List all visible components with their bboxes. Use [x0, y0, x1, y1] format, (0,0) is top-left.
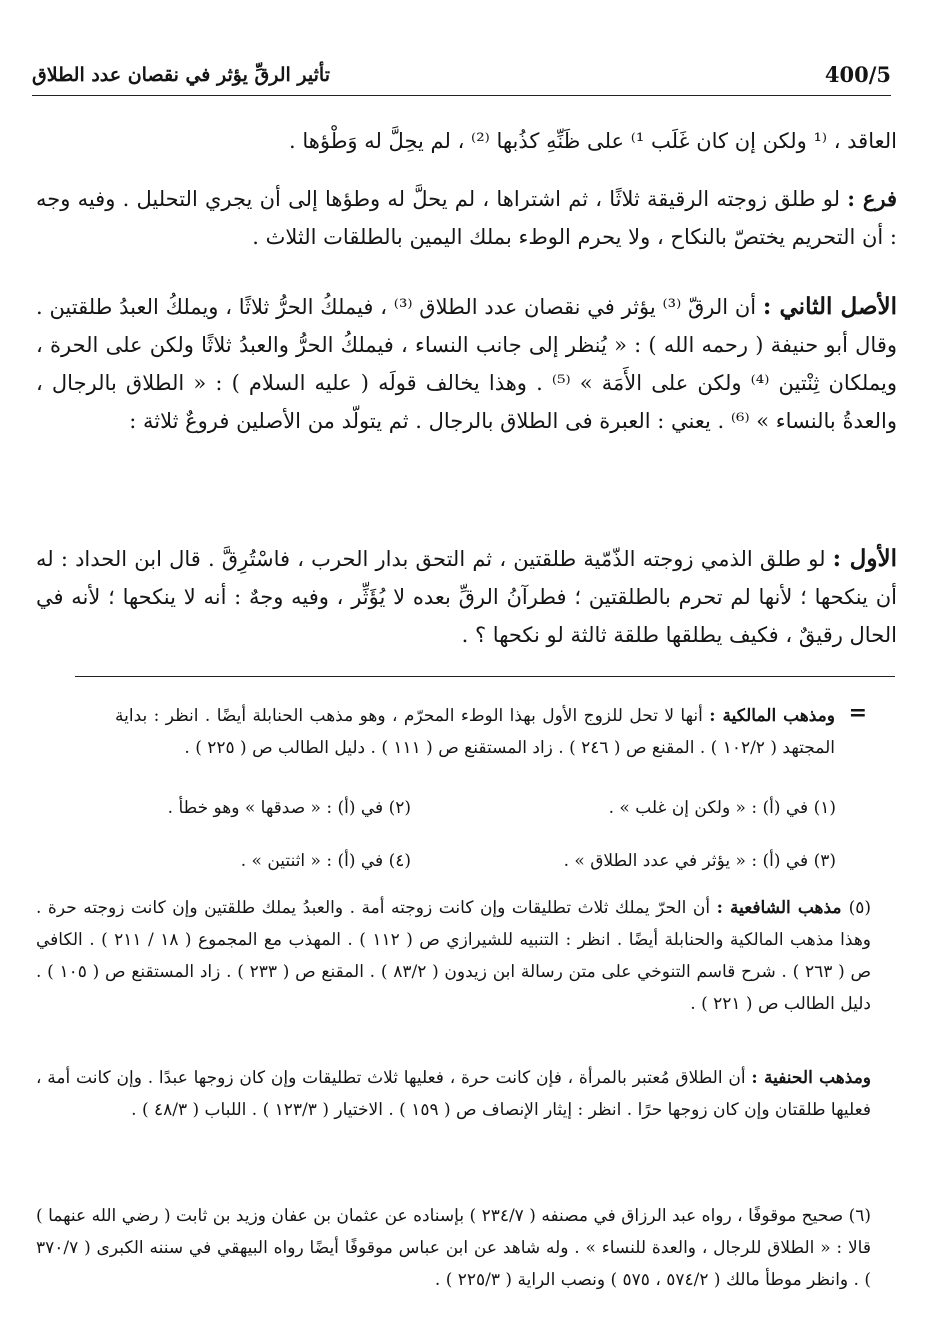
footnote-6-text: (٦) صحيح موقوفًا ، رواه عبد الرزاق في مصنفه ( ٢٣٤/٧ ) بإسناده عن عثمان بن عفان وزيد بن ثابت ( رضي الله عنهما ) قالا : « الطلاق للرجال ، والعدة للنساء » . وله شاهد عن ابن عباس موقوفًا أيضًا رواه البيهقي في سننه الكبرى ( ٣٧٠/٧ ) . وانظر موطأ مالك ( ٥٧٤/٢ ، ٥٧٥ ) ونصب الراية ( ٢٢٥/٣ ) . [36, 1206, 871, 1290]
running-title: تأثير الرقِّ يؤثر في نقصان عدد الطلاق [32, 64, 330, 86]
second-principle-heading: الأصل الثاني : [762, 293, 897, 320]
footnote-separator [75, 676, 895, 677]
hanafi-text: أن الطلاق مُعتبر بالمرأة ، فإن كانت حرة ، فعليها ثلاث تطليقات وإن كان زوجها عبدًا . وإن كانت أمة ، فعليها طلقتان وإن كان زوجها حرًا . انظر : إيثار الإنصاف ص ( ١٥٩ ) . الاختيار ( ١٢٣/٣ ) . اللباب ( ٤٨/٣ ) . [36, 1068, 871, 1120]
maliki-lead: ومذهب المالكية : [709, 706, 835, 726]
footnote-1: (١) في (أ) : « ولكن إن غلب » . [608, 798, 836, 818]
footnote-hanafi [36, 1062, 871, 1126]
paragraph-branch [36, 180, 897, 256]
footnote-maliki [115, 700, 835, 764]
paragraph-1: العاقد ، ⁽¹ ولكن إن كان غَلَب ¹⁾ على ظَنِّهِ كذُبها ⁽²⁾ ، لم يحِلَّ له وَطْؤها . [289, 129, 897, 153]
footnote-3: (٣) في (أ) : « يؤثر في عدد الطلاق » . [563, 851, 836, 871]
first-branch-text: لو طلق الذمي زوجته الذّمّية طلقتين ، ثم التحق بدار الحرب ، فاسْتُرِقَّ . قال ابن الحداد : له أن ينكحها ؛ لأنها لم تحرم بالطلقتين ؛ فطرآنُ الرقِّ بعده لا يُؤَثِّر ، وفيه وجهٌ : أنه لا ينكحها ؛ لأنه في الحال رقيقٌ ، فكيف يطلقها طلقة ثالثة لو نكحها ؟ . [36, 547, 897, 647]
shafii-lead: مذهب الشافعية : [716, 898, 849, 918]
branch-heading: فرع : [847, 186, 898, 211]
footnote-4: (٤) في (أ) : « اثنتين » . [240, 851, 411, 871]
hanafi-lead: ومذهب الحنفية : [751, 1068, 872, 1088]
footnote-continuation-mark: = [848, 700, 867, 726]
paragraph-second-principle [36, 288, 897, 440]
branch-text: لو طلق زوجته الرقيقة ثلاثًا ، ثم اشتراها ، لم يحلَّ له وطؤها إلى أن يجري التحليل . وفيه وجه : أن التحريم يختصّ بالنكاح ، ولا يحرم الوطء بملك اليمين بالطلقات الثلاث . [36, 187, 897, 249]
footnote-5-number: (٥) [848, 898, 871, 918]
second-principle-text: أن الرقّ ⁽³⁾ يؤثر في نقصان عدد الطلاق ⁽³⁾ ، فيملكُ الحرُّ ثلاثًا ، ويملكُ العبدُ طلقتين . وقال أبو حنيفة ( رحمه الله ) : « يُنظر إلى جانب النساء ، فيملكُ الحرُّ والعبدُ ثلاثًا ولكن على الحرة ، ويملكان ثِنْتين ⁽⁴⁾ ولكن على الأَمَة » ⁽⁵⁾ . وهذا يخالف قولَه ( عليه السلام ) : « الطلاق بالرجال ، والعدةُ بالنساء » ⁽⁶⁾ . يعني : العبرة فى الطلاق بالرجال . ثم يتولّد من الأصلين فروعٌ ثلاثة : [36, 295, 897, 433]
page-number: 400/5 [824, 62, 891, 87]
shafii-text: أن الحرّ يملك ثلاث تطليقات وإن كانت زوجته أمة . والعبدُ يملك طلقتين وإن كانت زوجته حرة . وهذا مذهب المالكية والحنابلة أيضًا . انظر : التنبيه للشيرازي ص ( ١١٢ ) . المهذب مع المجموع ( ١٨ / ٢١١ ) . الكافي ص ( ٢٦٣ ) . شرح قاسم التنوخي على متن رسالة ابن زيدون ( ٨٣/٢ ) . المقنع ص ( ٢٣٣ ) . زاد المستقنع ص ( ١٠٥ ) . دليل الطالب ص ( ٢٢١ ) . [36, 898, 872, 1014]
paragraph-first-branch [36, 540, 897, 654]
footnote-2: (٢) في (أ) : « صدقها » وهو خطأ . [167, 798, 411, 818]
paragraph-continuation [36, 122, 897, 160]
header-rule [32, 95, 891, 96]
footnote-6 [36, 1200, 871, 1296]
footnote-5 [36, 892, 871, 1020]
running-header [32, 62, 891, 98]
maliki-text: أنها لا تحل للزوج الأول بهذا الوطء المحرّم ، وهو مذهب الحنابلة أيضًا . انظر : بداية المجتهد ( ١٠٢/٢ ) . المقنع ص ( ٢٤٦ ) . زاد المستقنع ص ( ١١١ ) . دليل الطالب ص ( ٢٢٥ ) . [115, 706, 835, 758]
first-branch-heading: الأول : [832, 545, 897, 572]
